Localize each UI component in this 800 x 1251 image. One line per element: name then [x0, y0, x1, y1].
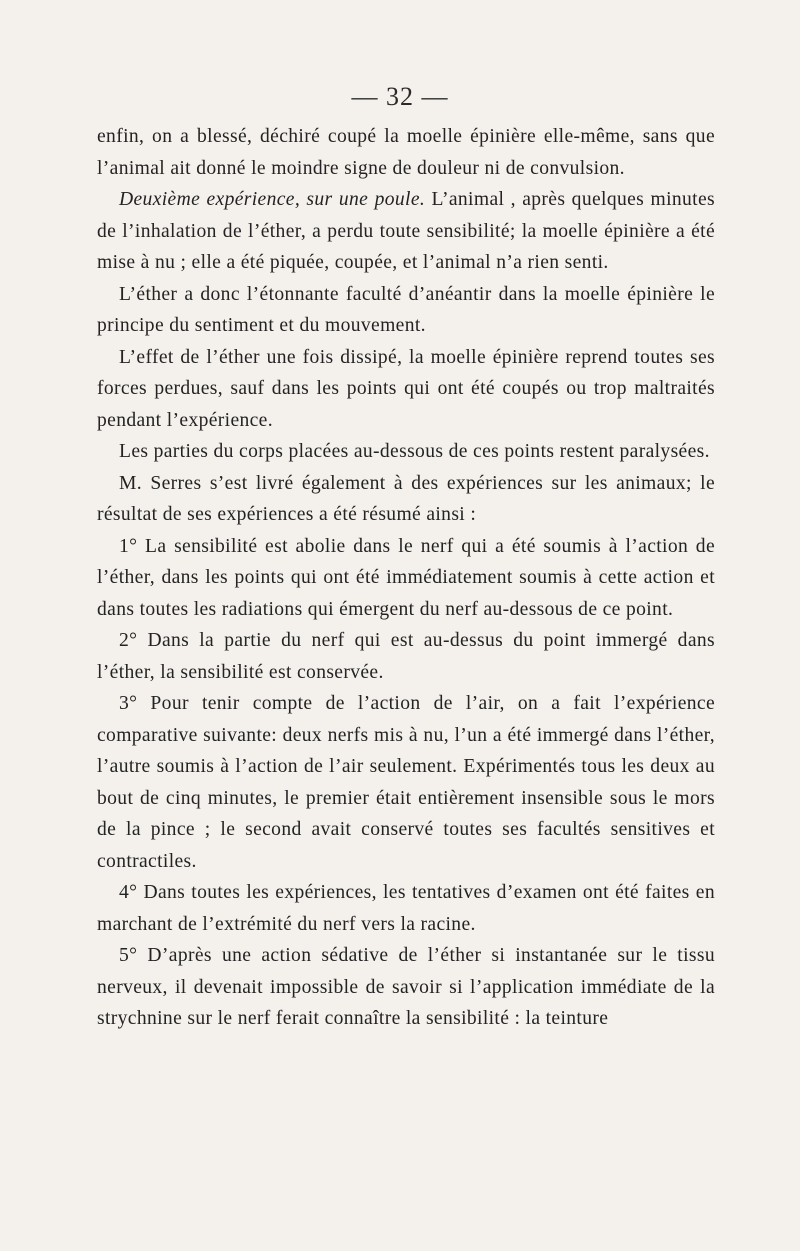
numbered-paragraph-2: 2° Dans la partie du nerf qui est au-dessus du point immergé dans l’éther, la sensibilité est conservée.	[97, 630, 715, 683]
experiment-heading: Deuxième expérience, sur une poule.	[119, 189, 426, 210]
paragraph-6: M. Serres s’est livré également à des expériences sur les animaux; le résultat de ses expériences a été résumé ainsi :	[97, 472, 715, 525]
page-number: — 32 —	[351, 82, 449, 111]
body-text	[97, 121, 715, 1035]
paragraph-3: L’éther a donc l’étonnante faculté d’anéantir dans la moelle épinière le principe du sentiment et du mouvement.	[97, 283, 715, 336]
paragraph-4: L’effet de l’éther une fois dissipé, la moelle épinière reprend toutes ses forces perdues, sauf dans les points qui ont été coupés ou trop maltraités pendant l’expérience.	[97, 346, 715, 431]
paragraph-1: enfin, on a blessé, déchiré coupé la moelle épinière elle-même, sans que l’animal ait donné le moindre signe de douleur ni de convulsion.	[97, 126, 715, 179]
paragraph-5: Les parties du corps placées au-dessous de ces points restent paralysées.	[119, 441, 710, 462]
paragraph-2-text: L’animal , après quelques minutes de l’inhalation de l’éther, a perdu toute sensibilité; la moelle épinière a été mise à nu ; elle a été piquée, coupée, et l’animal n’a rien senti.	[97, 189, 715, 273]
paragraph-2	[97, 184, 715, 279]
numbered-paragraph-5: 5° D’après une action sédative de l’éther si instantanée sur le tissu nerveux, il devenait impossible de savoir si l’application immédiate de la strychnine sur le nerf ferait connaître la sensibilité : la teinture	[97, 945, 715, 1029]
numbered-paragraph-3: 3° Pour tenir compte de l’action de l’air, on a fait l’expérience comparative suivante: deux nerfs mis à nu, l’un a été immergé dans l’éther, l’autre soumis à l’action de l’air seulement. Expérimentés tous les deux au bout de cinq minutes, le premier était entièrement insensible sous le mors de la pince ; le second avait conservé toutes ses facultés sensitives et contractiles.	[97, 693, 715, 872]
numbered-paragraph-1: 1° La sensibilité est abolie dans le nerf qui a été soumis à l’action de l’éther, dans les points qui ont été immédiatement soumis à cette action et dans toutes les radiations qui émergent du nerf au-dessous de ce point.	[97, 535, 715, 620]
numbered-paragraph-4: 4° Dans toutes les expériences, les tentatives d’examen ont été faites en marchant de l’extrémité du nerf vers la racine.	[97, 882, 715, 935]
